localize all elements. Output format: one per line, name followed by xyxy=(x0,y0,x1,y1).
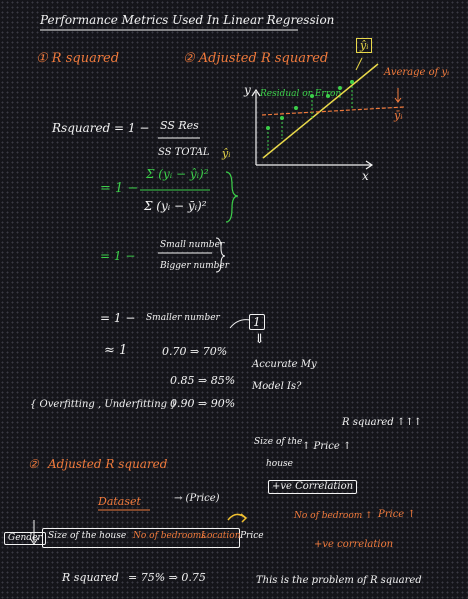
formula-eq3: = 1 − xyxy=(100,249,136,263)
formula-eq2: = 1 − xyxy=(100,181,139,196)
regression-graph xyxy=(252,58,404,169)
r-squared-result-value: = 75% ⇒ 0.75 xyxy=(128,571,206,584)
price-column: Price xyxy=(240,531,264,541)
location-column: Location xyxy=(201,531,241,541)
y-i-label: ŷᵢ xyxy=(222,147,231,160)
adjusted-label: Adjusted R squared xyxy=(48,457,168,471)
section-label-2: Adjusted R squared xyxy=(198,51,329,66)
formula-den3: Bigger number xyxy=(160,261,230,271)
problem-statement: This is the problem of R squared xyxy=(256,575,422,586)
data-points xyxy=(266,80,354,130)
price-target: → (Price) xyxy=(174,493,220,504)
value-85: 0.85 ⇒ 85% xyxy=(170,374,236,387)
formula-num3: Small number xyxy=(160,240,225,250)
y-bar-label: ȳᵢ xyxy=(394,109,403,122)
best-fit-line xyxy=(263,64,378,158)
formula-den2: Σ (yᵢ − ȳᵢ)² xyxy=(144,199,207,213)
formula-eq1: = 1 − xyxy=(114,121,150,135)
section-r-squared xyxy=(36,52,119,65)
section-adjusted-r-squared xyxy=(183,52,328,65)
y-hat-box: ŷᵢ xyxy=(356,38,372,53)
value-70: 0.70 ⇒ 70% xyxy=(162,345,228,358)
formula-lhs: Rsquared xyxy=(52,121,111,135)
overfit-underfit: { Overfitting , Underfitting } xyxy=(30,399,177,410)
formula-num2: Σ (yᵢ − ŷᵢ)² xyxy=(146,167,209,181)
size-house-column: Size of the house xyxy=(48,531,127,541)
section-number-1: ① xyxy=(36,51,48,66)
formula-approx: ≈ 1 xyxy=(104,343,128,358)
gender-column: Gender xyxy=(4,532,46,545)
average-label: Average of yᵢ xyxy=(384,67,450,78)
house-label: house xyxy=(266,459,293,469)
dataset-features-box xyxy=(42,528,240,548)
accuracy-line2: Model Is? xyxy=(252,381,302,392)
formula-eq4: = 1 − xyxy=(100,311,136,325)
formula-den1: SS TOTAL xyxy=(158,147,210,158)
price-up-2: Price ↑ xyxy=(378,509,416,520)
positive-correlation-2: +ve correlation xyxy=(314,539,394,550)
boxed-one: 1 xyxy=(249,314,265,330)
price-up: ↑ Price ↑ xyxy=(302,441,352,452)
page-title: Performance Metrics Used In Linear Regression xyxy=(40,13,335,27)
average-line xyxy=(262,107,404,115)
dataset-label: Dataset xyxy=(98,495,141,508)
formula-num1: SS Res xyxy=(160,119,199,132)
value-90: 0.90 ⇒ 90% xyxy=(170,397,236,410)
section-number-2: ② xyxy=(183,51,195,66)
size-of-the: Size of the xyxy=(254,437,303,447)
graph-y-label: y xyxy=(244,83,251,97)
positive-correlation-box: +ve Correlation xyxy=(268,480,357,494)
r-squared-result-label: R squared xyxy=(62,571,119,584)
section-label-1: R squared xyxy=(51,51,120,66)
formula-smaller: Smaller number xyxy=(146,313,220,323)
adjusted-number: ② xyxy=(28,457,39,471)
residual-label: Residual or Error xyxy=(260,89,340,99)
down-arrow: ⇓ xyxy=(254,332,265,347)
graph-x-label: x xyxy=(362,169,369,183)
r-squared-up: R squared ↑↑↑ xyxy=(342,417,423,428)
green-brace xyxy=(226,172,238,222)
accuracy-line1: Accurate My xyxy=(252,359,317,370)
bedroom-up: No of bedroom ↑ xyxy=(294,511,373,521)
bedrooms-column: No of bedrooms xyxy=(133,531,206,541)
